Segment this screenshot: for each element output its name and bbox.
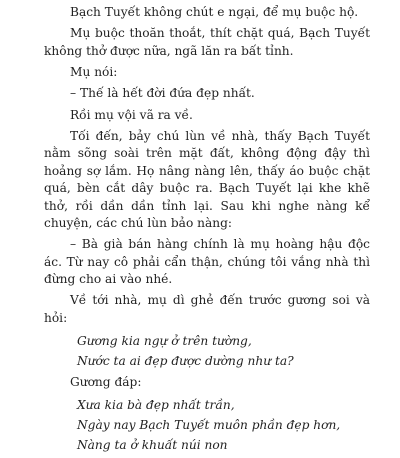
verse-line: Nàng ta ở khuất núi non: [77, 438, 228, 453]
mirror-intro: Gương đáp:: [70, 375, 142, 390]
paragraph: Bạch Tuyết không chút e ngại, để mụ buộc hộ.: [70, 5, 359, 19]
paragraph: Mụ nói:: [70, 65, 118, 79]
paragraph: – Thế là hết đời đứa đẹp nhất.: [70, 86, 255, 101]
paragraph: Mụ buộc thoăn thoắt, thít chặt quá, Bạch Tuyết không thở được nữa, ngã lăn ra bất tỉnh.: [44, 26, 370, 58]
paragraph: Về tới nhà, mụ dì ghẻ đến trước gương soi và hỏi:: [44, 293, 370, 325]
story-text: [44, 4, 370, 458]
verse-line: Xưa kia bà đẹp nhất trần,: [77, 398, 235, 413]
verse-line: Gương kia ngự ở trên tường,: [77, 334, 252, 349]
paragraph: Rồi mụ vội vã ra về.: [70, 107, 193, 122]
paragraph: – Bà già bán hàng chính là mụ hoàng hậu độc ác. Từ nay cô phải cẩn thận, chúng tôi vắng nhà thì đừng cho ai vào nhé.: [44, 237, 370, 287]
verse-line: Nước ta ai đẹp được dường như ta?: [77, 354, 294, 369]
verse-question: [44, 331, 370, 371]
paragraph: Tối đến, bảy chú lùn về nhà, thấy Bạch Tuyết nằm sõng soài trên mặt đất, không động đậy thì hoảng sợ lắm. Họ nâng nàng lên, thấy áo buộc chặt quá, bèn cắt dây buộc ra. Bạch Tuyết lại khe khẽ thở, rồi dần dần tỉnh lại. Sau khi nghe nàng kể chuyện, các chú lùn bảo nàng:: [44, 128, 370, 230]
verse-line: Ngày nay Bạch Tuyết muôn phần đẹp hơn,: [77, 418, 341, 433]
verse-answer: [44, 395, 370, 455]
